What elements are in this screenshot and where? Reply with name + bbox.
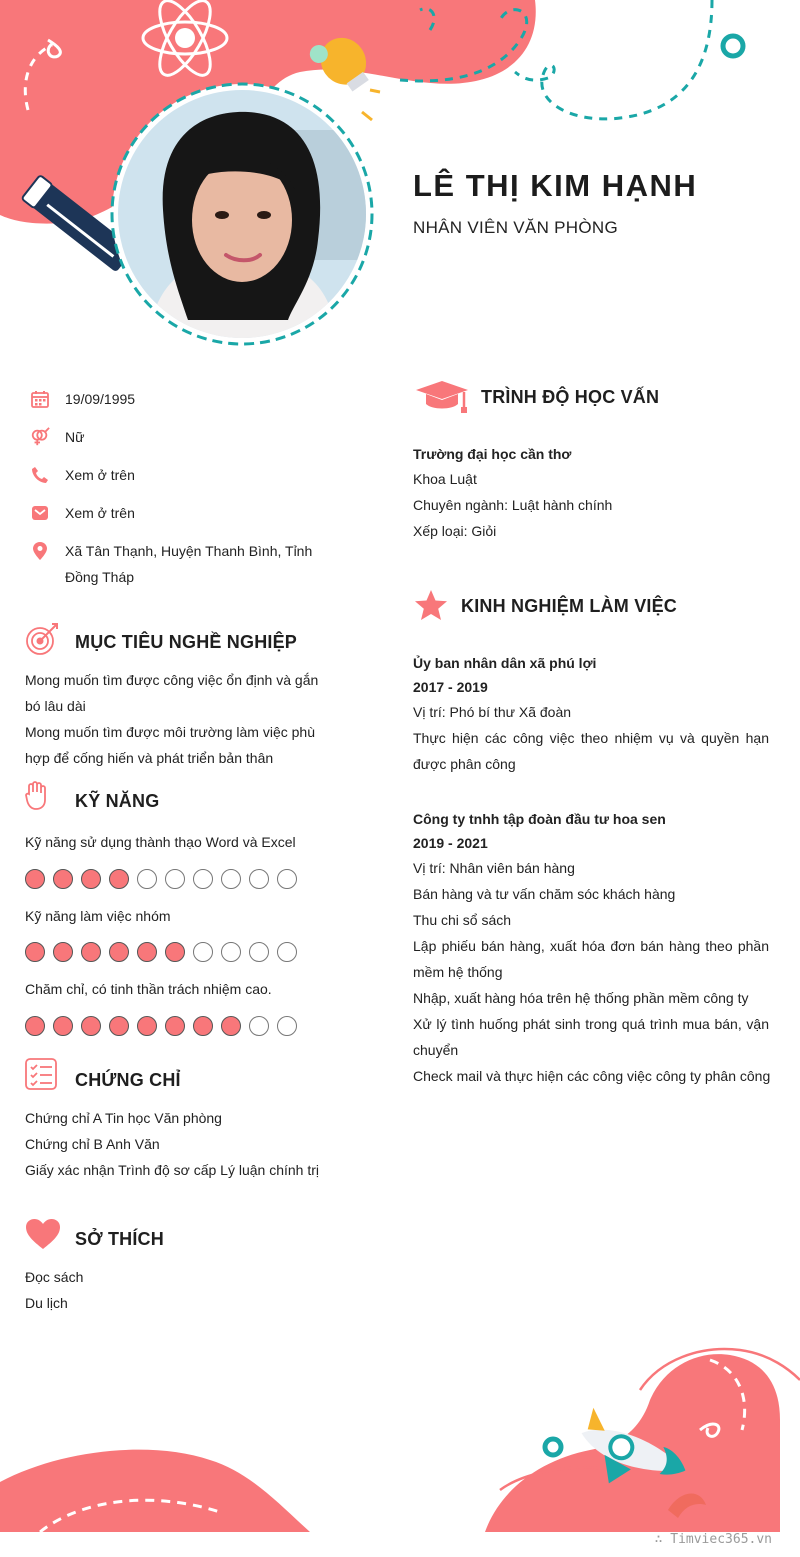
brand-text: Timviec365.vn xyxy=(670,1532,772,1547)
skill-dot-filled xyxy=(109,1016,129,1036)
skill-dot-filled xyxy=(25,942,45,962)
phone-text: Xem ở trên xyxy=(65,467,135,483)
skill-dot-filled xyxy=(221,1016,241,1036)
avatar xyxy=(118,90,366,338)
skill-dot-empty xyxy=(277,869,297,889)
skill-dot-filled xyxy=(81,942,101,962)
skill-dot-filled xyxy=(25,1016,45,1036)
target-icon xyxy=(25,622,59,661)
skill-dot-filled xyxy=(137,942,157,962)
bottom-decoration xyxy=(0,1320,800,1557)
skill-dot-filled xyxy=(25,869,45,889)
candidate-title: NHÂN VIÊN VĂN PHÒNG xyxy=(413,218,619,237)
skill-dot-filled xyxy=(81,869,101,889)
education-heading: TRÌNH ĐỘ HỌC VẤN xyxy=(481,387,660,407)
skill-name: Kỹ năng sử dụng thành thạo Word và Excel xyxy=(25,834,296,850)
hobbies-heading: SỞ THÍCH xyxy=(75,1229,164,1249)
graduation-cap-icon xyxy=(414,380,470,419)
job-line: Bán hàng và tư vấn chăm sóc khách hàng xyxy=(413,886,676,902)
job-line: Lập phiếu bán hàng, xuất hóa đơn bán hàng theo phần mềm hệ thống xyxy=(413,938,769,980)
job-line: Nhập, xuất hàng hóa trên hệ thống phần mềm công ty xyxy=(413,990,749,1006)
skill-dot-filled xyxy=(165,942,185,962)
contact-gender xyxy=(30,427,325,450)
hobby-item: Đọc sách xyxy=(25,1269,84,1285)
profile-photo-frame xyxy=(108,80,376,348)
experience-heading: KINH NGHIỆM LÀM VIỆC xyxy=(461,596,678,616)
skill-rating xyxy=(25,942,305,962)
skill-dot-empty xyxy=(249,869,269,889)
skill-dot-empty xyxy=(193,942,213,962)
skill-dot-filled xyxy=(137,1016,157,1036)
skill-dot-empty xyxy=(249,942,269,962)
candidate-name: LÊ THỊ KIM HẠNH xyxy=(413,168,698,203)
skill-name: Chăm chỉ, có tinh thần trách nhiệm cao. xyxy=(25,981,272,997)
objective-line: Mong muốn tìm được môi trường làm việc phù hợp để cống hiến và phát triển bản thân xyxy=(25,724,315,766)
skill-dot-empty xyxy=(193,869,213,889)
skill-dot-filled xyxy=(193,1016,213,1036)
job-line: Xử lý tình huống phát sinh trong quá trình mua bán, vận chuyển xyxy=(413,1016,769,1058)
phone-icon xyxy=(30,465,50,485)
job-line: Vị trí: Nhân viên bán hàng xyxy=(413,860,575,876)
skill-rating xyxy=(25,869,305,889)
address-text: Xã Tân Thạnh, Huyện Thanh Bình, Tỉnh Đồng Tháp xyxy=(65,543,313,585)
job-company: Ủy ban nhân dân xã phú lợi xyxy=(413,655,597,671)
job-company: Công ty tnhh tập đoàn đầu tư hoa sen xyxy=(413,811,666,827)
skill-dot-filled xyxy=(81,1016,101,1036)
gender-icon xyxy=(30,427,50,447)
skills-heading: KỸ NĂNG xyxy=(75,791,160,811)
gender-text: Nữ xyxy=(65,429,85,445)
contact-address xyxy=(30,541,325,590)
email-icon xyxy=(30,503,50,523)
job-line: Thu chi sổ sách xyxy=(413,912,512,928)
objective-line: Mong muốn tìm được công việc ổn định và gắn bó lâu dài xyxy=(25,672,319,714)
job-line: Check mail và thực hiện các công việc công ty phân công xyxy=(413,1068,771,1084)
certificate-item: Chứng chỉ B Anh Văn xyxy=(25,1136,160,1152)
certificate-item: Chứng chỉ A Tin học Văn phòng xyxy=(25,1110,222,1126)
certificates-heading: CHỨNG CHỈ xyxy=(75,1070,181,1090)
contact-email xyxy=(30,503,325,526)
skill-rating xyxy=(25,1016,305,1036)
skill-dot-empty xyxy=(221,942,241,962)
contact-birthday xyxy=(30,389,325,412)
skill-dot-empty xyxy=(221,869,241,889)
skill-dot-filled xyxy=(53,869,73,889)
calendar-icon xyxy=(30,389,50,409)
skill-dot-filled xyxy=(109,942,129,962)
skill-dot-empty xyxy=(137,869,157,889)
skill-name: Kỹ năng làm việc nhóm xyxy=(25,908,171,924)
email-text: Xem ở trên xyxy=(65,505,135,521)
contact-phone xyxy=(30,465,325,488)
skill-dot-empty xyxy=(277,942,297,962)
major-text: Chuyên ngành: Luật hành chính xyxy=(413,497,613,513)
star-icon xyxy=(414,589,448,626)
hand-icon xyxy=(25,780,49,817)
skill-dot-empty xyxy=(249,1016,269,1036)
skill-dot-filled xyxy=(53,942,73,962)
faculty-text: Khoa Luật xyxy=(413,471,477,487)
dots-icon: ∴ xyxy=(654,1532,671,1547)
brand-watermark xyxy=(655,1532,772,1547)
school-name: Trường đại học cần thơ xyxy=(413,446,572,462)
location-pin-icon xyxy=(30,541,50,561)
skill-dot-filled xyxy=(53,1016,73,1036)
heart-icon xyxy=(25,1218,61,1255)
job-line: Vị trí: Phó bí thư Xã đoàn xyxy=(413,704,572,720)
skill-dot-empty xyxy=(277,1016,297,1036)
grade-text: Xếp loại: Giỏi xyxy=(413,523,497,539)
job-period: 2019 - 2021 xyxy=(413,835,488,851)
skill-dot-filled xyxy=(109,869,129,889)
job-period: 2017 - 2019 xyxy=(413,679,488,695)
birthday-text: 19/09/1995 xyxy=(65,391,136,407)
job-line: Thực hiện các công việc theo nhiệm vụ và quyền hạn được phân công xyxy=(413,730,769,772)
certificate-item: Giấy xác nhận Trình độ sơ cấp Lý luận chính trị xyxy=(25,1162,320,1178)
objective-heading: MỤC TIÊU NGHỀ NGHIỆP xyxy=(75,632,298,652)
skill-dot-filled xyxy=(165,1016,185,1036)
hobby-item: Du lịch xyxy=(25,1295,68,1311)
skill-dot-empty xyxy=(165,869,185,889)
checklist-icon xyxy=(25,1058,57,1095)
